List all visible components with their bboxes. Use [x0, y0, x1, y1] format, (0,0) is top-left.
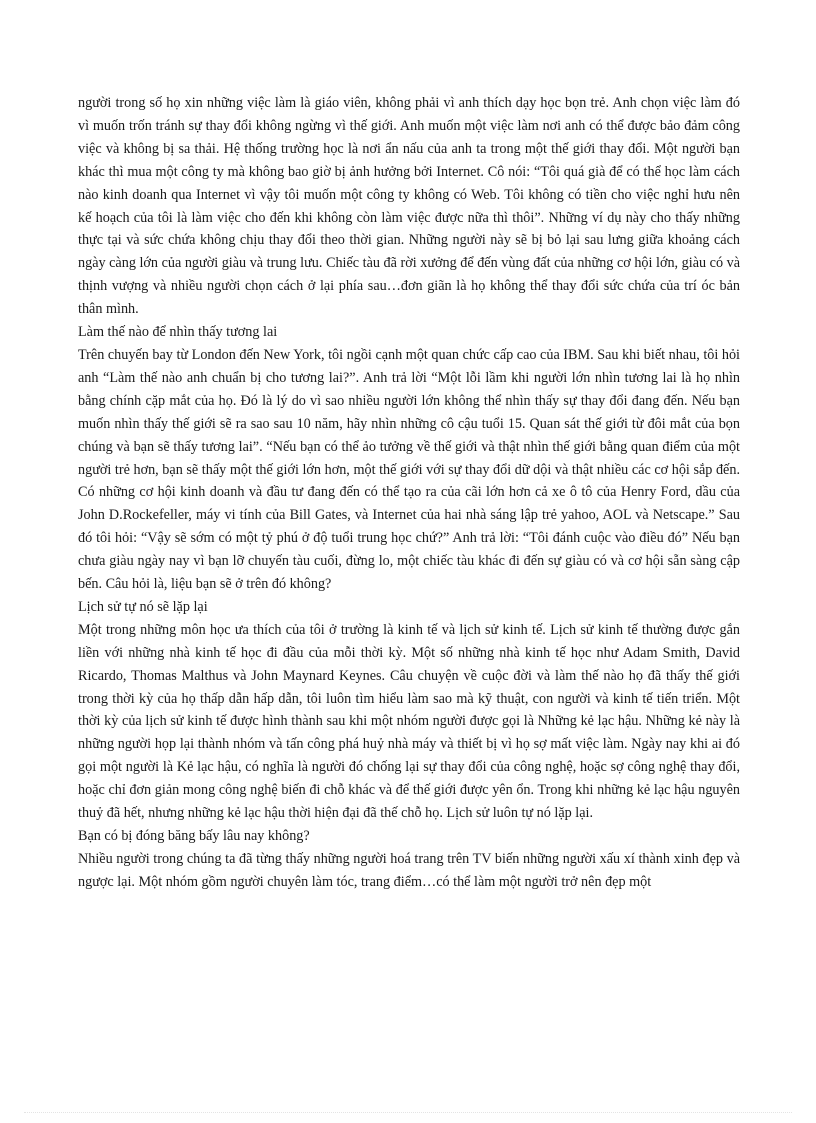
section-heading-frozen: Bạn có bị đóng băng bấy lâu nay không?	[78, 828, 310, 844]
section-heading-history: Lịch sử tự nó sẽ lặp lại	[78, 598, 208, 615]
paragraph: Một trong những môn học ưa thích của tôi ở trường là kinh tế và lịch sử kinh tế. Lịch sử kinh tế thường được gắn liền với những nhà kinh tế học đi đầu của mỗi thời kỳ. Một số những nhà kinh tế học như Adam Smith, David Ricardo, Thomas Malthus và John Maynard Keynes. Câu chuyện về cuộc đời và làm thế nào họ đã thấy thế giới trong thời kỳ của họ thấp dẫn hấp dẫn, tôi luôn tìm hiểu làm sao mà kỹ thuật, con người và kinh tế tiến triển. Một thời kỳ của lịch sử kinh tế được hình thành sau khi một nhóm người được gọi là Những kẻ lạc hậu. Những kẻ này là những người họp lại thành nhóm và tấn công phá huỷ nhà máy và thiết bị vì họ sợ mất việc làm. Ngày nay khi ai đó gọi một người là Kẻ lạc hậu, có nghĩa là người đó chống lại sự thay đổi của công nghệ, hoặc sợ công nghệ thay đổi, hoặc chỉ đơn giản mong công nghệ biến đi chỗ khác và để thế giới được yên ổn. Trong khi những kẻ lạc hậu nguyên thuỷ đã hết, nhưng những kẻ lạc hậu thời hiện đại đã thế chỗ họ. Lịch sử luôn tự nó lặp lại.	[78, 621, 740, 822]
section-heading-future: Làm thế nào để nhìn thấy tương lai	[78, 324, 278, 341]
paragraph: Nhiều người trong chúng ta đã từng thấy những người hoá trang trên TV biến những người xấu xí thành xinh đẹp và ngược lại. Một nhóm gồm người chuyên làm tóc, trang điểm…có thể làm một người trở nên đẹp một	[78, 850, 740, 890]
paragraph: người trong số họ xin những việc làm là giáo viên, không phải vì anh thích dạy học bọn trẻ. Anh chọn việc làm đó vì muốn trốn tránh sự thay đổi không ngừng vì thế giới. Anh muốn một việc làm nơi anh có thể được bảo đảm công việc và không bị sa thải. Hệ thống trường học là nơi ẩn nấu của anh ta trong một thế giới thay đổi. Một người bạn khác thì mua một công ty mà không bao giờ bị ảnh hưởng bởi Internet. Cô nói: “Tôi quá già để có thể học làm cách nào kinh doanh qua Internet vì vậy tôi muốn một công ty không có Web. Tôi không có tiền cho việc nghỉ hưu nên kế hoạch của tôi là làm việc cho đến khi không còn làm việc được nữa thì thôi”. Những ví dụ này cho thấy những thực tại và sức chứa không chịu thay đổi theo thời gian. Những người này sẽ bị bỏ lại sau lưng giữa khoảng cách ngày càng lớn của người giàu và trung lưu. Chiếc tàu đã rời xưởng để đến vùng đất của những cơ hội lớn, giàu có và thịnh vượng và nhiều người chọn cách ở lại phía sau…đơn giãn là họ không thể thay đổi sức chứa của trí óc bản thân mình.	[78, 95, 740, 318]
document-body	[78, 92, 740, 894]
paragraph: Trên chuyến bay từ London đến New York, tôi ngồi cạnh một quan chức cấp cao của IBM. Sau khi biết nhau, tôi hỏi anh “Làm thế nào anh chuẩn bị cho tương lai?”. Anh trả lời “Một lỗi lầm khi người lớn nhìn tương lai là họ nhìn bằng chính cặp mắt của họ. Đó là lý do vì sao nhiều người lớn không thể nhìn thấy sự thay đổi đang đến. Nếu bạn muốn nhìn thấy thế giới sẽ ra sao sau 10 năm, hãy nhìn những cô cậu tuổi 15. Quan sát thế giới từ đôi mắt của bọn chúng và bạn sẽ thấy tương lai”. “Nếu bạn có thể ảo tưởng về thế giới và thật nhìn thế giới bằng quan điểm của một người trẻ hơn, bạn sẽ thấy một thế giới lớn hơn, một thế giới với sự thay đổi dữ dội và thật nhiều các cơ hội sắp đến. Có những cơ hội kinh doanh và đầu tư đang đến có thể tạo ra của cãi lớn hơn cả xe ô tô của Henry Ford, dầu của John D.Rockefeller, máy vi tính của Bill Gates, và Internet của hai nhà sáng lập trẻ yahoo, AOL và Netscape.” Sau đó tôi hỏi: “Vậy sẽ sớm có một tỷ phú ở độ tuổi trung học chứ?” Anh trả lời: “Tôi đánh cuộc vào điều đó” Nếu bạn chưa giàu ngày nay vì bạn lỡ chuyến tàu cuối, đừng lo, một chiếc tàu khác đi đến sự giàu có và cơ hội sẵn sàng cập bến. Câu hỏi là, liệu bạn sẽ ở trên đó không?	[78, 346, 740, 593]
page-bottom-divider	[24, 1112, 792, 1113]
